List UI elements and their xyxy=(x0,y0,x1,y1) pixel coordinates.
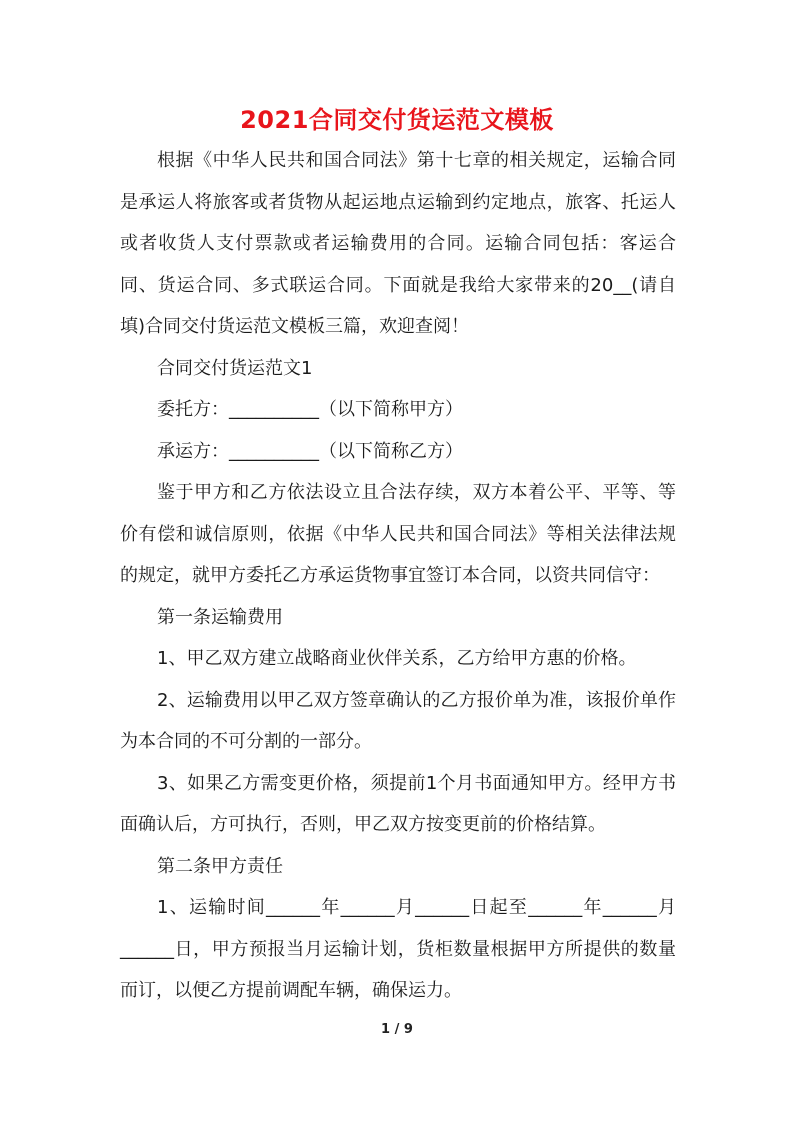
section-heading-sample-1: 合同交付货运范文1 xyxy=(157,357,313,379)
preamble-paragraph: 鉴于甲方和乙方依法设立且合法存续，双方本着公平、平等、等价有偿和诚信原则，依据《中华人民共和国合同法》等相关法律法规的规定，就甲方委托乙方承运货物事宜签订本合同，以资共同信守： xyxy=(120,482,676,586)
document-body xyxy=(120,140,676,1012)
article-1-clause-2: 2、运输费用以甲乙双方签章确认的乙方报价单为准，该报价单作为本合同的不可分割的一部分。 xyxy=(120,689,676,752)
principal-party-line: 委托方：__________（以下简称甲方） xyxy=(157,399,463,420)
page-number: 1 / 9 xyxy=(381,1022,413,1037)
carrier-party-line: 承运方：__________（以下简称乙方） xyxy=(157,440,463,462)
article-1-clause-3: 3、如果乙方需变更价格，须提前1个月书面通知甲方。经甲方书面确认后，方可执行，否则，甲乙双方按变更前的价格结算。 xyxy=(120,772,676,835)
article-1-clause-1: 1、甲乙双方建立战略商业伙伴关系，乙方给甲方惠的价格。 xyxy=(157,648,637,669)
intro-paragraph: 根据《中华人民共和国合同法》第十七章的相关规定，运输合同是承运人将旅客或者货物从起运地点运输到约定地点，旅客、托运人或者收货人支付票款或者运输费用的合同。运输合同包括：客运合同、货运合同、多式联运合同。下面就是我给大家带来的20__(请自填)合同交付货运范文模板三篇，欢迎查阅！ xyxy=(120,150,676,337)
article-2-heading: 第二条甲方责任 xyxy=(157,855,283,877)
document-title: 2021合同交付货运范文模板 xyxy=(240,106,554,134)
article-1-heading: 第一条运输费用 xyxy=(157,606,283,628)
article-2-clause-1: 1、运输时间______年______月______日起至______年______月______日，甲方预报当月运输计划，货柜数量根据甲方所提供的数量而订，以便乙方提前调配车辆，确保运力。 xyxy=(120,897,676,1001)
